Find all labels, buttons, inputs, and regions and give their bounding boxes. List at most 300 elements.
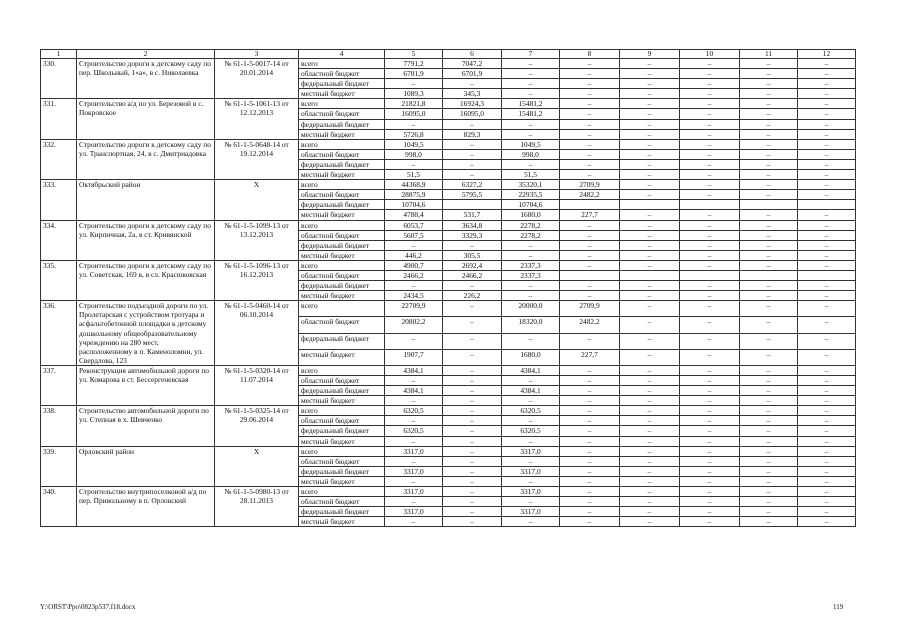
table-row (41, 487, 856, 497)
amount-cell: – (798, 396, 856, 406)
amount-cell: – (680, 301, 740, 317)
amount-cell: – (385, 159, 443, 169)
amount-cell: – (560, 446, 620, 456)
table-row (41, 446, 856, 456)
amount-cell: – (620, 386, 680, 396)
amount-cell: – (798, 220, 856, 230)
amount-cell: – (385, 240, 443, 250)
amount-cell: – (740, 436, 798, 446)
amount-cell: – (560, 99, 620, 109)
amount-cell: – (385, 79, 443, 89)
amount-cell: – (443, 406, 502, 416)
funding-source: всего (299, 139, 385, 149)
amount-cell: – (680, 220, 740, 230)
amount-cell: – (385, 376, 443, 386)
amount-cell: – (620, 517, 680, 527)
amount-cell: 2482,2 (560, 317, 620, 333)
amount-cell: – (680, 476, 740, 486)
amount-cell: – (680, 260, 740, 270)
amount-cell: – (443, 159, 502, 169)
column-header: 2 (77, 50, 215, 59)
amount-cell: – (740, 210, 798, 220)
document-reference: № 61-1-5-0320-14 от 11.07.2014 (215, 365, 299, 405)
amount-cell: – (620, 149, 680, 159)
amount-cell: – (740, 170, 798, 180)
amount-cell: – (560, 260, 620, 270)
amount-cell: – (798, 446, 856, 456)
amount-cell: – (798, 426, 856, 436)
amount-cell: – (798, 349, 856, 365)
amount-cell: – (740, 507, 798, 517)
amount-cell: – (620, 281, 680, 291)
amount-cell: – (620, 59, 680, 69)
amount-cell: – (502, 497, 560, 507)
amount-cell: – (620, 240, 680, 250)
amount-cell: – (740, 497, 798, 507)
amount-cell: – (680, 109, 740, 119)
column-header: 1 (41, 50, 77, 59)
amount-cell: 998,0 (502, 149, 560, 159)
table-row (41, 301, 856, 317)
funding-source: областной бюджет (299, 149, 385, 159)
amount-cell: – (680, 507, 740, 517)
amount-cell: 28875,9 (385, 190, 443, 200)
budget-table (40, 49, 856, 527)
object-name: Реконструкция автомобильной дороги по ул. Комарова в ст. Бессергеневская (77, 365, 215, 405)
amount-cell: – (560, 476, 620, 486)
funding-source: местный бюджет (299, 129, 385, 139)
amount-cell: – (560, 250, 620, 260)
row-number: 331. (41, 99, 77, 139)
document-reference: Х (215, 180, 299, 220)
amount-cell: – (620, 456, 680, 466)
funding-source: местный бюджет (299, 291, 385, 301)
amount-cell: – (740, 317, 798, 333)
amount-cell: – (385, 497, 443, 507)
amount-cell: – (740, 365, 798, 375)
footer-page-number: 119 (833, 603, 844, 611)
funding-source: местный бюджет (299, 349, 385, 365)
amount-cell: – (443, 119, 502, 129)
amount-cell: – (620, 416, 680, 426)
amount-cell: – (740, 89, 798, 99)
amount-cell: – (680, 456, 740, 466)
amount-cell: – (443, 497, 502, 507)
amount-cell: 829,3 (443, 129, 502, 139)
amount-cell: – (385, 396, 443, 406)
amount-cell: – (798, 210, 856, 220)
amount-cell: 6320,5 (502, 406, 560, 416)
amount-cell: – (680, 119, 740, 129)
amount-cell: 3329,3 (443, 230, 502, 240)
amount-cell: – (680, 436, 740, 446)
amount-cell: – (443, 456, 502, 466)
amount-cell: – (560, 396, 620, 406)
amount-cell: – (740, 396, 798, 406)
amount-cell: – (798, 170, 856, 180)
amount-cell: – (740, 119, 798, 129)
amount-cell: 20802,2 (385, 317, 443, 333)
funding-source: местный бюджет (299, 517, 385, 527)
document-reference: № 61-1-5-1096-13 от 16.12.2013 (215, 260, 299, 300)
document-reference: № 61-1-5-0325-14 от 29.06.2014 (215, 406, 299, 446)
amount-cell: – (798, 180, 856, 190)
object-name: Строительство дороги к детскому саду по ул. Советская, 169 в, в сл. Красюковская (77, 260, 215, 300)
amount-cell: 1907,7 (385, 349, 443, 365)
amount-cell: – (560, 466, 620, 476)
amount-cell: – (443, 333, 502, 349)
amount-cell: – (798, 59, 856, 69)
column-header: 11 (740, 50, 798, 59)
funding-source: всего (299, 260, 385, 270)
amount-cell: – (620, 250, 680, 260)
document-reference: № 61-1-5-0017-14 от 20.01.2014 (215, 59, 299, 99)
amount-cell (560, 200, 620, 210)
amount-cell: – (798, 317, 856, 333)
column-header: 5 (385, 50, 443, 59)
object-name: Октябрьский район (77, 180, 215, 220)
object-name: Строительство дороги к детскому саду по ул. Транспортная, 24, в с. Дмитриадовка (77, 139, 215, 179)
amount-cell: – (680, 59, 740, 69)
funding-source: всего (299, 220, 385, 230)
amount-cell: – (740, 139, 798, 149)
amount-cell: – (443, 376, 502, 386)
funding-source: областной бюджет (299, 497, 385, 507)
funding-source: всего (299, 59, 385, 69)
amount-cell: 998,0 (385, 149, 443, 159)
amount-cell: – (680, 190, 740, 200)
funding-source: областной бюджет (299, 109, 385, 119)
header-row (41, 50, 856, 59)
funding-source: всего (299, 99, 385, 109)
amount-cell: – (560, 456, 620, 466)
amount-cell: 18320,0 (502, 317, 560, 333)
amount-cell: – (680, 240, 740, 250)
amount-cell: 3317,0 (502, 446, 560, 456)
amount-cell: – (798, 376, 856, 386)
amount-cell: – (680, 180, 740, 190)
object-name: Строительство а/д по ул. Березовой в с. Покровское (77, 99, 215, 139)
amount-cell: – (740, 406, 798, 416)
amount-cell: 6327,2 (443, 180, 502, 190)
amount-cell: – (443, 517, 502, 527)
amount-cell: – (740, 386, 798, 396)
amount-cell: – (620, 349, 680, 365)
amount-cell: – (680, 281, 740, 291)
amount-cell (560, 270, 620, 280)
amount-cell: 16924,3 (443, 99, 502, 109)
amount-cell: – (680, 99, 740, 109)
amount-cell: 10704,6 (502, 200, 560, 210)
amount-cell: 44368,9 (385, 180, 443, 190)
table-row (41, 139, 856, 149)
row-number: 332. (41, 139, 77, 179)
amount-cell: 10704,6 (385, 200, 443, 210)
amount-cell: – (798, 119, 856, 129)
amount-cell: 6320,5 (385, 406, 443, 416)
amount-cell: – (680, 396, 740, 406)
table-row (41, 406, 856, 416)
amount-cell: – (798, 159, 856, 169)
funding-source: областной бюджет (299, 190, 385, 200)
object-name: Строительство внутрипоселковой а/д по пер. Привольному в п. Орловский (77, 487, 215, 527)
object-name: Строительство подъездной дороги по ул. Пролетарская с устройством тротуара и асфальтобетонной площадки к детскому дошкольному общеобразовательному учреждению на 280 мест, расположенному в п. Каменоломни, ул. Свердлова, 123 (77, 301, 215, 366)
amount-cell: – (502, 333, 560, 349)
amount-cell: – (798, 507, 856, 517)
amount-cell: – (740, 260, 798, 270)
amount-cell: – (443, 436, 502, 446)
amount-cell: – (620, 365, 680, 375)
amount-cell: – (620, 139, 680, 149)
amount-cell: – (680, 170, 740, 180)
amount-cell: – (740, 149, 798, 159)
amount-cell: – (740, 180, 798, 190)
amount-cell: – (680, 446, 740, 456)
amount-cell: – (502, 291, 560, 301)
amount-cell: – (385, 476, 443, 486)
column-header: 4 (299, 50, 385, 59)
amount-cell: – (740, 159, 798, 169)
amount-cell: 305,5 (443, 250, 502, 260)
funding-source: федеральный бюджет (299, 426, 385, 436)
amount-cell: 5795,5 (443, 190, 502, 200)
amount-cell: – (798, 386, 856, 396)
amount-cell: – (560, 406, 620, 416)
amount-cell: – (798, 109, 856, 119)
amount-cell: – (560, 507, 620, 517)
amount-cell: 2466,2 (385, 270, 443, 280)
amount-cell: 22709,9 (385, 301, 443, 317)
amount-cell: – (443, 507, 502, 517)
amount-cell: – (560, 240, 620, 250)
amount-cell: 51,5 (385, 170, 443, 180)
amount-cell: – (385, 281, 443, 291)
funding-source: федеральный бюджет (299, 200, 385, 210)
amount-cell: – (620, 99, 680, 109)
amount-cell: – (560, 386, 620, 396)
amount-cell: – (680, 517, 740, 527)
amount-cell: – (560, 159, 620, 169)
amount-cell: – (680, 317, 740, 333)
amount-cell: – (443, 416, 502, 426)
funding-source: всего (299, 365, 385, 375)
amount-cell: – (560, 333, 620, 349)
amount-cell: – (680, 365, 740, 375)
amount-cell: – (443, 349, 502, 365)
amount-cell: 4384,1 (385, 386, 443, 396)
amount-cell: 3317,0 (385, 507, 443, 517)
amount-cell: – (620, 210, 680, 220)
amount-cell: 20000,0 (502, 301, 560, 317)
amount-cell: – (798, 99, 856, 109)
table-row (41, 180, 856, 190)
row-number: 330. (41, 59, 77, 99)
table-row (41, 260, 856, 270)
amount-cell: 3317,0 (385, 466, 443, 476)
funding-source: всего (299, 406, 385, 416)
amount-cell (443, 200, 502, 210)
amount-cell: – (740, 426, 798, 436)
amount-cell (680, 270, 740, 280)
amount-cell: – (798, 139, 856, 149)
amount-cell: – (502, 281, 560, 291)
amount-cell: – (502, 376, 560, 386)
amount-cell: 4384,1 (385, 365, 443, 375)
amount-cell: – (560, 487, 620, 497)
document-reference: Х (215, 446, 299, 486)
amount-cell: – (680, 139, 740, 149)
amount-cell: – (620, 333, 680, 349)
document-reference: № 61-1-5-0980-13 от 28.11.2013 (215, 487, 299, 527)
amount-cell: 227,7 (560, 349, 620, 365)
amount-cell: – (385, 436, 443, 446)
amount-cell: 6701,9 (443, 69, 502, 79)
amount-cell: – (385, 456, 443, 466)
amount-cell: – (560, 59, 620, 69)
amount-cell: – (680, 291, 740, 301)
funding-source: областной бюджет (299, 456, 385, 466)
amount-cell: – (798, 487, 856, 497)
amount-cell: 15481,2 (502, 99, 560, 109)
amount-cell: – (740, 220, 798, 230)
amount-cell: – (740, 69, 798, 79)
amount-cell: – (740, 291, 798, 301)
amount-cell: – (560, 416, 620, 426)
amount-cell: – (740, 301, 798, 317)
amount-cell: – (443, 466, 502, 476)
amount-cell: – (620, 260, 680, 270)
amount-cell: – (620, 180, 680, 190)
amount-cell: – (443, 386, 502, 396)
amount-cell: – (798, 456, 856, 466)
amount-cell: 22935,5 (502, 190, 560, 200)
document-reference: № 61-1-5-0460-14 от 06.10.2014 (215, 301, 299, 366)
amount-cell: – (385, 333, 443, 349)
amount-cell: – (385, 416, 443, 426)
amount-cell (680, 200, 740, 210)
row-number: 334. (41, 220, 77, 260)
row-number: 339. (41, 446, 77, 486)
amount-cell: – (560, 376, 620, 386)
amount-cell: 2337,3 (502, 260, 560, 270)
amount-cell: 3317,0 (385, 446, 443, 456)
column-header: 7 (502, 50, 560, 59)
amount-cell: – (560, 497, 620, 507)
funding-source: областной бюджет (299, 376, 385, 386)
funding-source: местный бюджет (299, 436, 385, 446)
funding-source: федеральный бюджет (299, 79, 385, 89)
amount-cell: – (740, 190, 798, 200)
amount-cell: – (740, 376, 798, 386)
amount-cell: – (443, 365, 502, 375)
row-number: 337. (41, 365, 77, 405)
amount-cell: 51,5 (502, 170, 560, 180)
amount-cell: – (620, 301, 680, 317)
document-reference: № 61-1-5-1061-13 от 12.12.2013 (215, 99, 299, 139)
amount-cell: – (680, 159, 740, 169)
amount-cell: – (560, 170, 620, 180)
amount-cell: – (620, 119, 680, 129)
object-name: Строительство дороги к детскому саду по пер. Школьный, 1«а», в с. Николаевка (77, 59, 215, 99)
amount-cell: – (620, 89, 680, 99)
amount-cell: – (798, 250, 856, 260)
object-name: Строительство автомобильной дороги по ул. Степная в х. Шевченко (77, 406, 215, 446)
funding-source: всего (299, 487, 385, 497)
amount-cell: – (798, 466, 856, 476)
funding-source: федеральный бюджет (299, 119, 385, 129)
funding-source: местный бюджет (299, 250, 385, 260)
amount-cell: – (502, 436, 560, 446)
amount-cell: – (680, 129, 740, 139)
amount-cell: – (620, 446, 680, 456)
amount-cell: 1680,0 (502, 210, 560, 220)
amount-cell: – (798, 497, 856, 507)
amount-cell: 3317,0 (502, 466, 560, 476)
amount-cell: – (740, 109, 798, 119)
amount-cell: – (620, 497, 680, 507)
amount-cell: – (740, 416, 798, 426)
amount-cell: – (502, 250, 560, 260)
amount-cell: – (620, 376, 680, 386)
amount-cell: – (443, 281, 502, 291)
amount-cell: 3317,0 (385, 487, 443, 497)
column-header: 9 (620, 50, 680, 59)
amount-cell: – (740, 230, 798, 240)
amount-cell: – (680, 466, 740, 476)
funding-source: федеральный бюджет (299, 159, 385, 169)
funding-source: областной бюджет (299, 416, 385, 426)
amount-cell: – (385, 517, 443, 527)
amount-cell: – (798, 436, 856, 446)
amount-cell: – (680, 386, 740, 396)
amount-cell: – (620, 170, 680, 180)
amount-cell: 531,7 (443, 210, 502, 220)
amount-cell: 3317,0 (502, 487, 560, 497)
amount-cell: – (680, 230, 740, 240)
amount-cell: 4788,4 (385, 210, 443, 220)
amount-cell: – (680, 426, 740, 436)
amount-cell: – (680, 333, 740, 349)
amount-cell: – (620, 79, 680, 89)
amount-cell: – (740, 250, 798, 260)
amount-cell: – (740, 59, 798, 69)
amount-cell: – (443, 240, 502, 250)
amount-cell: – (560, 517, 620, 527)
amount-cell: – (798, 301, 856, 317)
amount-cell: – (798, 69, 856, 79)
amount-cell: 6320,5 (502, 426, 560, 436)
amount-cell: – (620, 190, 680, 200)
amount-cell: 16095,0 (385, 109, 443, 119)
amount-cell: 345,3 (443, 89, 502, 99)
amount-cell: – (560, 79, 620, 89)
amount-cell: – (502, 517, 560, 527)
amount-cell: – (798, 230, 856, 240)
amount-cell: – (560, 230, 620, 240)
row-number: 338. (41, 406, 77, 446)
amount-cell: – (502, 416, 560, 426)
amount-cell: – (620, 436, 680, 446)
amount-cell: – (740, 281, 798, 291)
amount-cell: – (740, 333, 798, 349)
amount-cell: – (502, 456, 560, 466)
amount-cell: – (680, 89, 740, 99)
amount-cell: 1680,0 (502, 349, 560, 365)
amount-cell: – (798, 476, 856, 486)
amount-cell: 2709,9 (560, 301, 620, 317)
amount-cell: – (620, 406, 680, 416)
funding-source: областной бюджет (299, 69, 385, 79)
